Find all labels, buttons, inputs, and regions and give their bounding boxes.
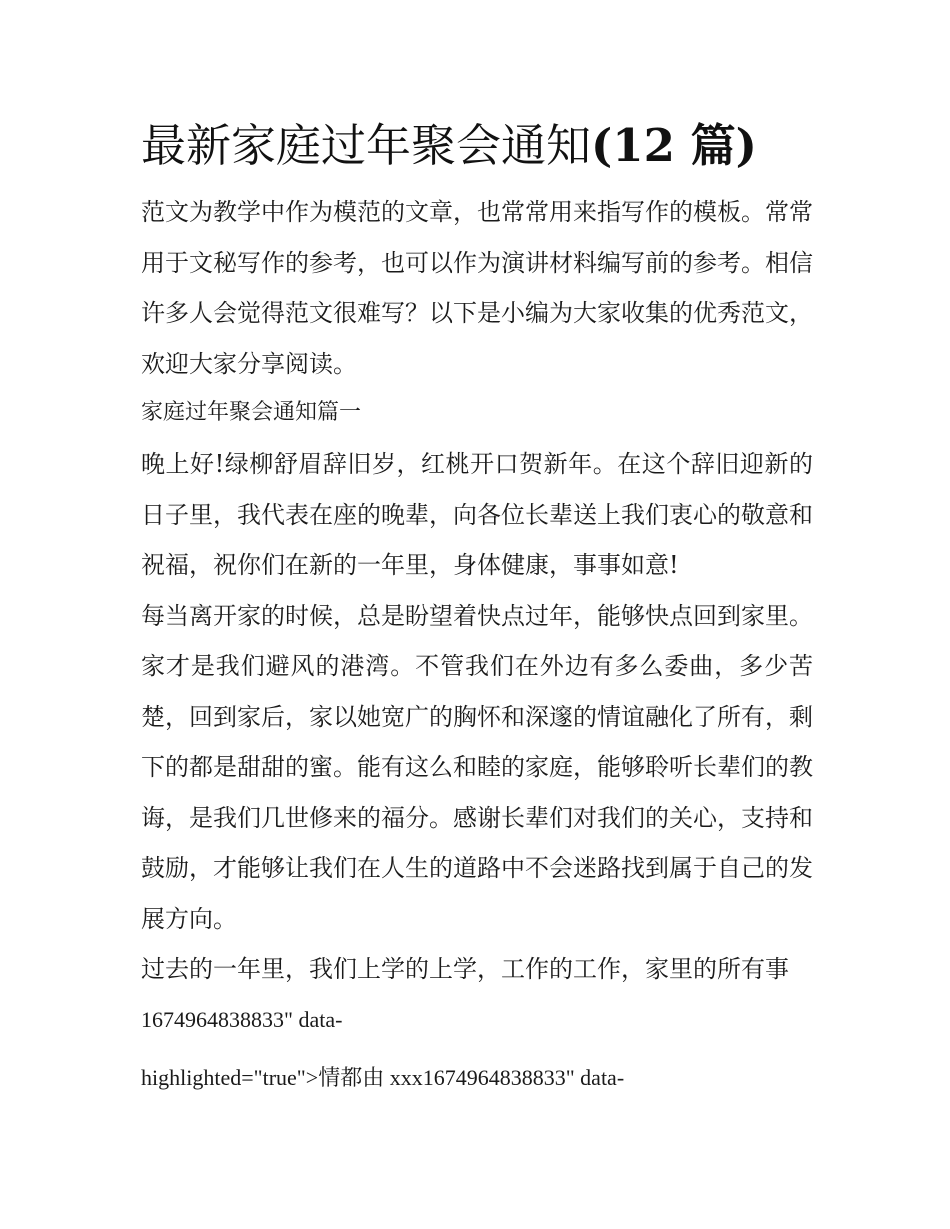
title-count: (12 篇) bbox=[591, 119, 757, 172]
section-heading: 家庭过年聚会通知篇一 bbox=[141, 400, 362, 425]
raw-markup-line: 1674964838833" data- bbox=[141, 1006, 343, 1032]
title-text: 最新家庭过年聚会通知 bbox=[141, 119, 592, 172]
body-paragraph: 过去的一年里，我们上学的上学，工作的工作，家里的所有事 bbox=[141, 955, 789, 983]
body-paragraph: 晚上好!绿柳舒眉辞旧岁，红桃开口贺新年。在这个辞旧迎新的日子里，我代表在座的晚辈，向各位长辈送上我们衷心的敬意和祝福，祝你们在新的一年里，身体健康，事事如意! bbox=[141, 450, 813, 579]
raw-markup-line: highlighted="true">情都由 xxx1674964838833" data- bbox=[141, 1064, 625, 1090]
document-body bbox=[141, 112, 813, 1103]
document-title bbox=[141, 112, 813, 180]
intro-paragraph: 范文为教学中作为模范的文章，也常常用来指写作的模板。常常用于文秘写作的参考，也可以作为演讲材料编写前的参考。相信许多人会觉得范文很难写？以下是小编为大家收集的优秀范文，欢迎大家分享阅读。 bbox=[141, 198, 813, 378]
body-paragraph: 每当离开家的时候，总是盼望着快点过年，能够快点回到家里。家才是我们避风的港湾。不管我们在外边有多么委曲，多少苦楚，回到家后，家以她宽广的胸怀和深邃的情谊融化了所有，剩下的都是甜甜的蜜。能有这么和睦的家庭，能够聆听长辈们的教诲，是我们几世修来的福分。感谢长辈们对我们的关心，支持和鼓励，才能够让我们在人生的道路中不会迷路找到属于自己的发展方向。 bbox=[141, 601, 813, 933]
